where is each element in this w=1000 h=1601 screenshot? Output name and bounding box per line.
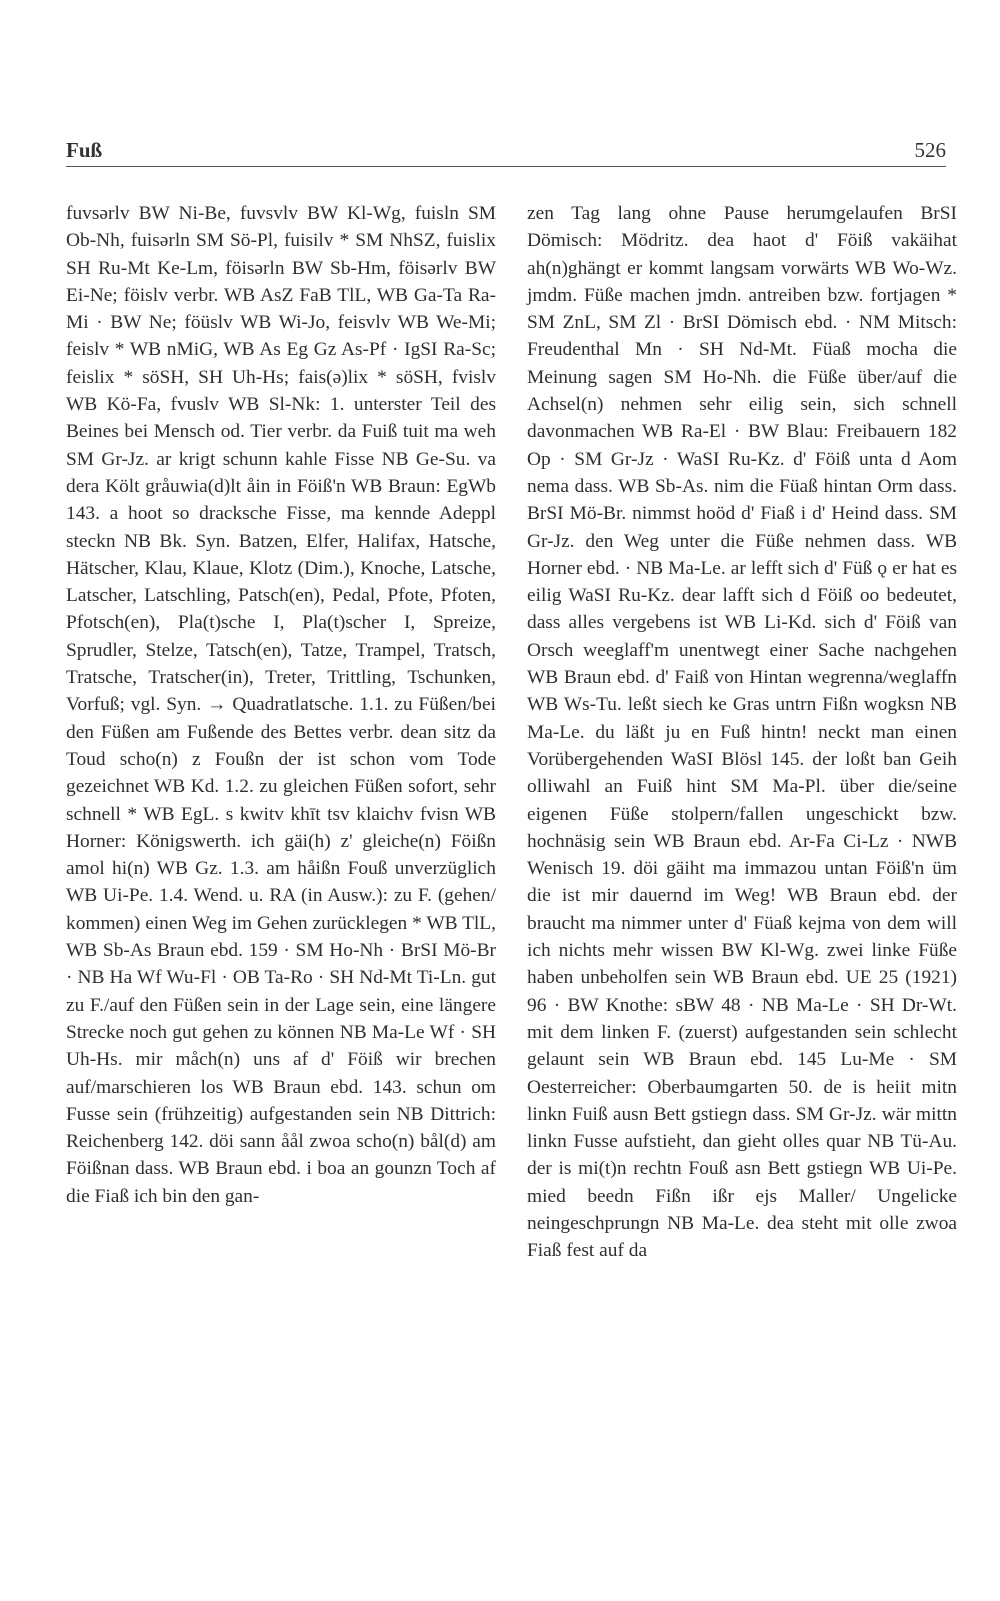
right-column bbox=[527, 200, 957, 1265]
left-column bbox=[66, 200, 496, 1210]
left-column-text: fuvsərlv BW Ni-Be, fuvsvlv BW Kl-Wg, fuisln SM Ob-Nh, fuisərln SM Sö-Pl, fuisilv * SM NhSZ, fuislix SH Ru-Mt Ke-Lm, föisərln BW Sb-Hm, föisərlv BW Ei-Ne; föislv verbr. WB AsZ FaB TlL, WB Ga-Ta Ra-Mi · BW Ne; föüslv WB Wi-Jo, feisvlv WB We-Mi; feislv * WB nMiG, WB As Eg Gz As-Pf · IgSI Ra-Sc; feislix * söSH, SH Uh-Hs; fais(ə)lix * söSH, fvislv WB Kö-Fa, fvuslv WB Sl-Nk: 1. unterster Teil des Beines bei Mensch od. Tier verbr. da Fuiß tuit ma weh SM Gr-Jz. ar krigt schunn kahle Fisse NB Ge-Su. va dera Költ gråuwia(d)lt åin in Föiß'n WB Braun: EgWb 143. a hoot so dracksche Fisse, ma kennde Adeppl steckn NB Bk. Syn. Batzen, Elfer, Halifax, Hatsche, Hätscher, Klau, Klaue, Klotz (Dim.), Knoche, Latsche, Latscher, Latschling, Patsch(en), Pedal, Pfote, Pfoten, Pfotsch(en), Pla(t)sche I, Pla(t)scher I, Spreize, Sprudler, Stelze, Tatsch(en), Tatze, Trampel, Tratsch, Tratsche, Tratscher(in), Treter, Trittling, Tschunken, Vorfuß; vgl. Syn. → Quadratlatsche. 1.1. zu Füßen/bei den Füßen am Fußende des Bettes verbr. dean sitz da Toud scho(n) z Foußn der ist schon vom Tode gezeichnet WB Kd. 1.2. zu gleichen Füßen sofort, sehr schnell * WB EgL. s kwitv khīt tsv klaichv fvisn WB Horner: Königswerth. ich gäi(h) z' gleiche(n) Föißn amol hi(n) WB Gz. 1.3. am håißn Fouß unverzüglich WB Ui-Pe. 1.4. Wend. u. RA (in Ausw.): zu F. (gehen/ kommen) einen Weg im Gehen zurücklegen * WB TlL, WB Sb-As Braun ebd. 159 · SM Ho-Nh · BrSI Mö-Br · NB Ha Wf Wu-Fl · OB Ta-Ro · SH Nd-Mt Ti-Ln. gut zu F./auf den Füßen sein in der Lage sein, eine längere Strecke noch gut gehen zu können NB Ma-Le Wf · SH Uh-Hs. mir måch(n) uns af d' Föiß wir brechen auf/marschieren los WB Braun ebd. 143. schun om Fusse sein (frühzeitig) aufgestanden sein NB Dittrich: Reichenberg 142. döi sann åål zwoa scho(n) bål(d) am Föißnan dass. WB Braun ebd. i boa an gounzn Toch af die Fiaß ich bin den gan- bbox=[66, 203, 496, 1207]
header-rule bbox=[66, 166, 946, 167]
running-headword: Fuß bbox=[66, 138, 103, 162]
page-number: 526 bbox=[914, 138, 946, 162]
page-header bbox=[66, 138, 946, 166]
right-column-text: zen Tag lang ohne Pause herumgelaufen BrSI Dömisch: Mödritz. dea haot d' Föiß vakäihat ah(n)ghängt er kommt langsam vorwärts WB Wo-Wz. jmdm. Füße machen jmdn. antreiben bzw. fortjagen * SM ZnL, SM Zl · BrSI Dömisch ebd. · NM Mitsch: Freudenthal Mn · SH Nd-Mt. Füaß mocha die Meinung sagen SM Ho-Nh. die Füße über/auf die Achsel(n) nehmen sehr eilig sein, sich schnell davonmachen WB Ra-El · BW Blau: Freibauern 182 Op · SM Gr-Jz · WaSI Ru-Kz. d' Föiß unta d Aom nema dass. WB Sb-As. nim die Füaß hintan Orm dass. BrSI Mö-Br. nimmst hoöd d' Fiaß i d' Heind dass. SM Gr-Jz. den Weg unter die Füße nehmen dass. WB Horner ebd. · NB Ma-Le. ar lefft sich d' Füß ǫ er hat es eilig WaSI Ru-Kz. dear lafft sich d Föiß oo bedeutet, dass alles vergebens ist WB Li-Kd. sich d' Föiß van Orsch weeglaff'm unentwegt einer Sache nachgehen WB Braun ebd. d' Faiß von Hintan wegrenna/weglaffn WB Ws-Tu. leßt siech ke Gras untrn Fißn wogksn NB Ma-Le. du läßt ju en Fuß hintn! neckt man einen Vorübergehenden WaSI Blösl 145. der loßt ban Geih olliwahl an Fuiß hint SM Ma-Pl. über die/seine eigenen Füße stolpern/fallen ungeschickt bzw. hochnäsig sein WB Braun ebd. Ar-Fa Ci-Lz · NWB Wenisch 19. döi gäiht ma immazou untan Föiß'n üm die ist mir dauernd im Weg! WB Braun ebd. der braucht ma nimmer unter d' Füaß kejma von dem will ich nichts mehr wissen BW Kl-Wg. zwei linke Füße haben unbeholfen sein WB Braun ebd. UE 25 (1921) 96 · BW Knothe: sBW 48 · NB Ma-Le · SH Dr-Wt. mit dem linken F. (zuerst) aufgestanden sein schlecht gelaunt sein WB Braun ebd. 145 Lu-Me · SM Oesterreicher: Oberbaumgarten 50. de is heiit mitn linkn Fuiß ausn Bett gstiegn dass. SM Gr-Jz. wär mittn linkn Fusse aufstieht, dan gieht olles quar NB Tü-Au. der is mi(t)n rechtn Fouß asn Bett gstiegn WB Ui-Pe. mied beedn Fißn ißr ejs Maller/ Ungelicke neingeschprungn NB Ma-Le. dea steht mit olle zwoa Fiaß fest auf da bbox=[527, 203, 957, 1262]
